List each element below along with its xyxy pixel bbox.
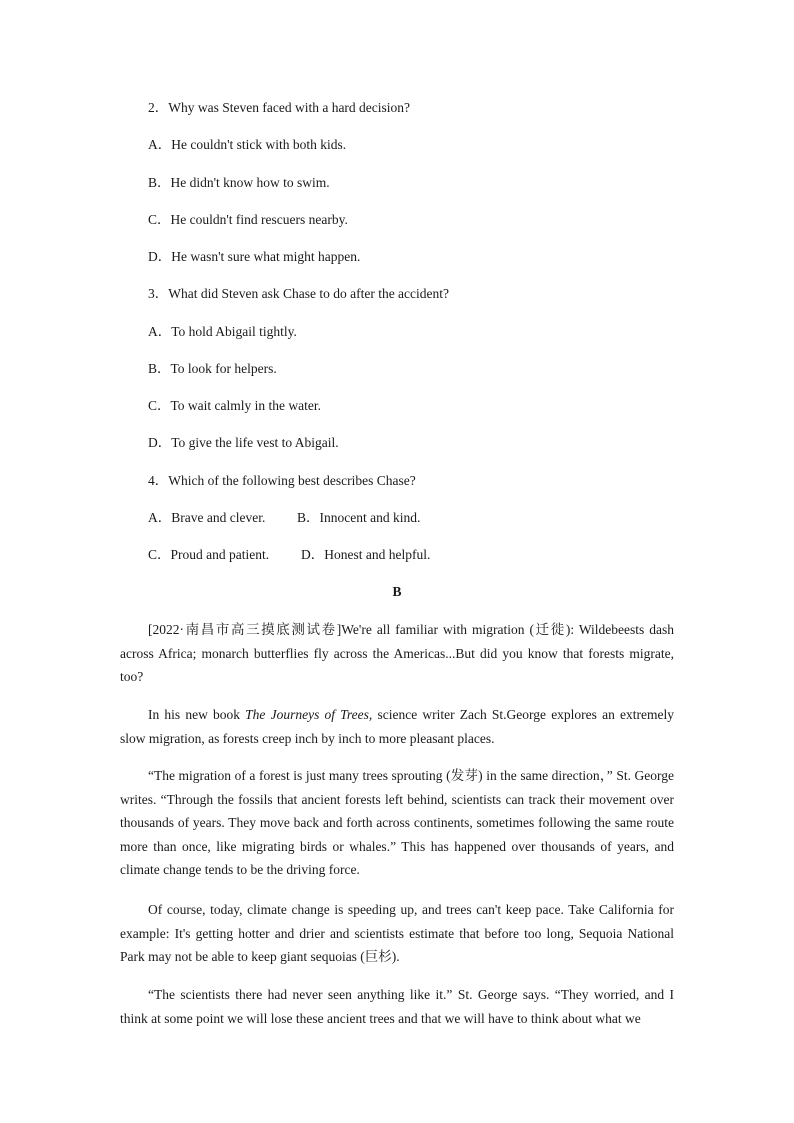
book-title: The Journeys of Trees,: [245, 707, 373, 722]
passage-paragraph-3: “The migration of a forest is just many trees sprouting (发芽) in the same direction，” St. George writes. “Through the fossils that ancient forests left behind, scientists can track their movement over thousands of years. They move back and forth across continents, sometimes following the same route more than once, like migrating birds or whales.” This has happened over thousands of years, and climate change tends to be the driving force.: [120, 768, 674, 877]
p2-text-start: In his new book: [148, 707, 246, 722]
passage-paragraph-2: [120, 703, 674, 750]
p2-text-end: science writer Zach St.George explores an extremely slow migration, as forests creep inch by inch to more pleasant places.: [120, 707, 674, 746]
question-4-option-d: D．Honest and helpful.: [301, 547, 431, 562]
question-4-option-b: B．Innocent and kind.: [297, 510, 421, 525]
question-2-option-b: B．He didn't know how to swim.: [148, 175, 330, 190]
question-2-stem: 2．Why was Steven faced with a hard decision?: [148, 100, 411, 115]
question-4-stem: 4．Which of the following best describes Chase?: [148, 473, 416, 488]
passage-paragraph-1: [2022·南昌市高三摸底测试卷]We're all familiar with migration (迁徙): Wildebeests dash across Africa; monarch butterflies fly across the Americas...But did you know that forests migrate, too?: [120, 622, 674, 684]
question-3-option-a: A．To hold Abigail tightly.: [148, 324, 297, 339]
section-label: B: [392, 584, 402, 599]
question-4-option-a: A．Brave and clever.: [148, 510, 266, 525]
question-2-option-a: A．He couldn't stick with both kids.: [148, 137, 347, 152]
passage-paragraph-5: “The scientists there had never seen anything like it.” St. George says. “They worried, and I think at some point we will lose these ancient trees and that we will have to think about what we: [120, 987, 674, 1026]
question-2-option-d: D．He wasn't sure what might happen.: [148, 249, 361, 264]
passage-paragraph-4: Of course, today, climate change is speeding up, and trees can't keep pace. Take California for example: It's getting hotter and drier and scientists estimate that before too long, Sequoia National Park may not be able to keep giant sequoias (巨杉).: [120, 902, 674, 964]
question-3-option-b: B．To look for helpers.: [148, 361, 277, 376]
question-3-stem: 3．What did Steven ask Chase to do after the accident?: [148, 286, 450, 301]
question-3-option-c: C．To wait calmly in the water.: [148, 398, 322, 413]
question-2-option-c: C．He couldn't find rescuers nearby.: [148, 212, 348, 227]
question-3-option-d: D．To give the life vest to Abigail.: [148, 435, 339, 450]
question-4-option-c: C．Proud and patient.: [148, 547, 270, 562]
